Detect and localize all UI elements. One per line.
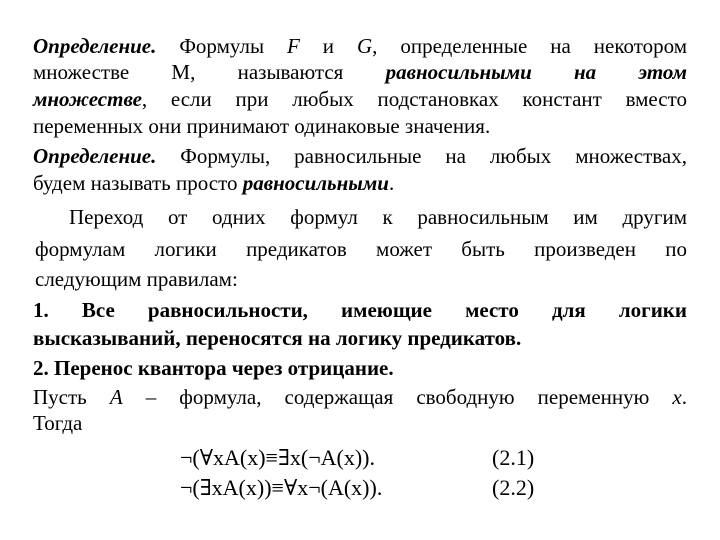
rule1-line2: высказываний, переносятся на логику предикатов.: [33, 326, 522, 350]
definition2-line2-end: .: [388, 171, 395, 195]
suppose-line2: Тогда: [33, 411, 83, 435]
definition1-term: равносильными на этом: [385, 60, 687, 84]
definition2-label: Определение.: [33, 144, 157, 168]
paragraph-line1: Переход от одних формул к равносильным им другим: [69, 205, 687, 229]
suppose-text-a: Пусть: [33, 385, 110, 409]
suppose-text-b: – формула, содержащая свободную переменную: [122, 385, 673, 409]
suppose-text-c: .: [681, 385, 687, 409]
formula-2-1-number: (2.1): [492, 445, 535, 470]
formula-2-1: ¬(∀xA(x)≡∃x(¬A(x)).: [180, 445, 375, 470]
paragraph-line3: следующим правилам:: [35, 267, 238, 291]
definition2-line2: [33, 170, 394, 196]
formula-2-2-number: (2.2): [492, 475, 535, 500]
definition2-term: равносильными: [242, 171, 389, 195]
suppose-var-x: x: [672, 385, 682, 409]
definition1-label: Определение.: [33, 34, 157, 58]
definition1-line3-text: , если при любых подстановках констант вместо: [141, 87, 687, 111]
definition1-line1: [33, 33, 687, 59]
paragraph-line2: формулам логики предикатов может быть произведен по: [35, 237, 687, 261]
suppose-var-a: A: [109, 385, 123, 409]
definition1-line4: переменных они принимают одинаковые значения.: [33, 114, 491, 138]
definition2-line1: [33, 143, 687, 169]
formula-2-2: ¬(∃xA(x))≡∀x¬(A(x)).: [180, 475, 383, 500]
suppose-line1: [33, 384, 687, 410]
definition1-var-g: G: [356, 34, 373, 58]
definition1-term-cont: множестве: [33, 87, 142, 111]
definition1-line2-text: множестве М, называются: [33, 60, 386, 84]
definition1-text-b: и: [299, 34, 357, 58]
definition1-line3: [33, 86, 687, 112]
rule1-line1: 1. Все равносильности, имеющие место для логики: [33, 298, 687, 322]
definition2-text: Формулы, равносильные на любых множествах,: [156, 144, 687, 168]
rule2-heading: 2. Перенос квантора через отрицание.: [33, 356, 394, 380]
definition1-var-f: F: [287, 34, 300, 58]
definition1-text-c: , определенные на некотором: [372, 34, 687, 58]
definition1-line2: [33, 59, 687, 85]
definition2-line2-text: будем называть просто: [33, 171, 243, 195]
definition1-text-a: Формулы: [156, 34, 287, 58]
